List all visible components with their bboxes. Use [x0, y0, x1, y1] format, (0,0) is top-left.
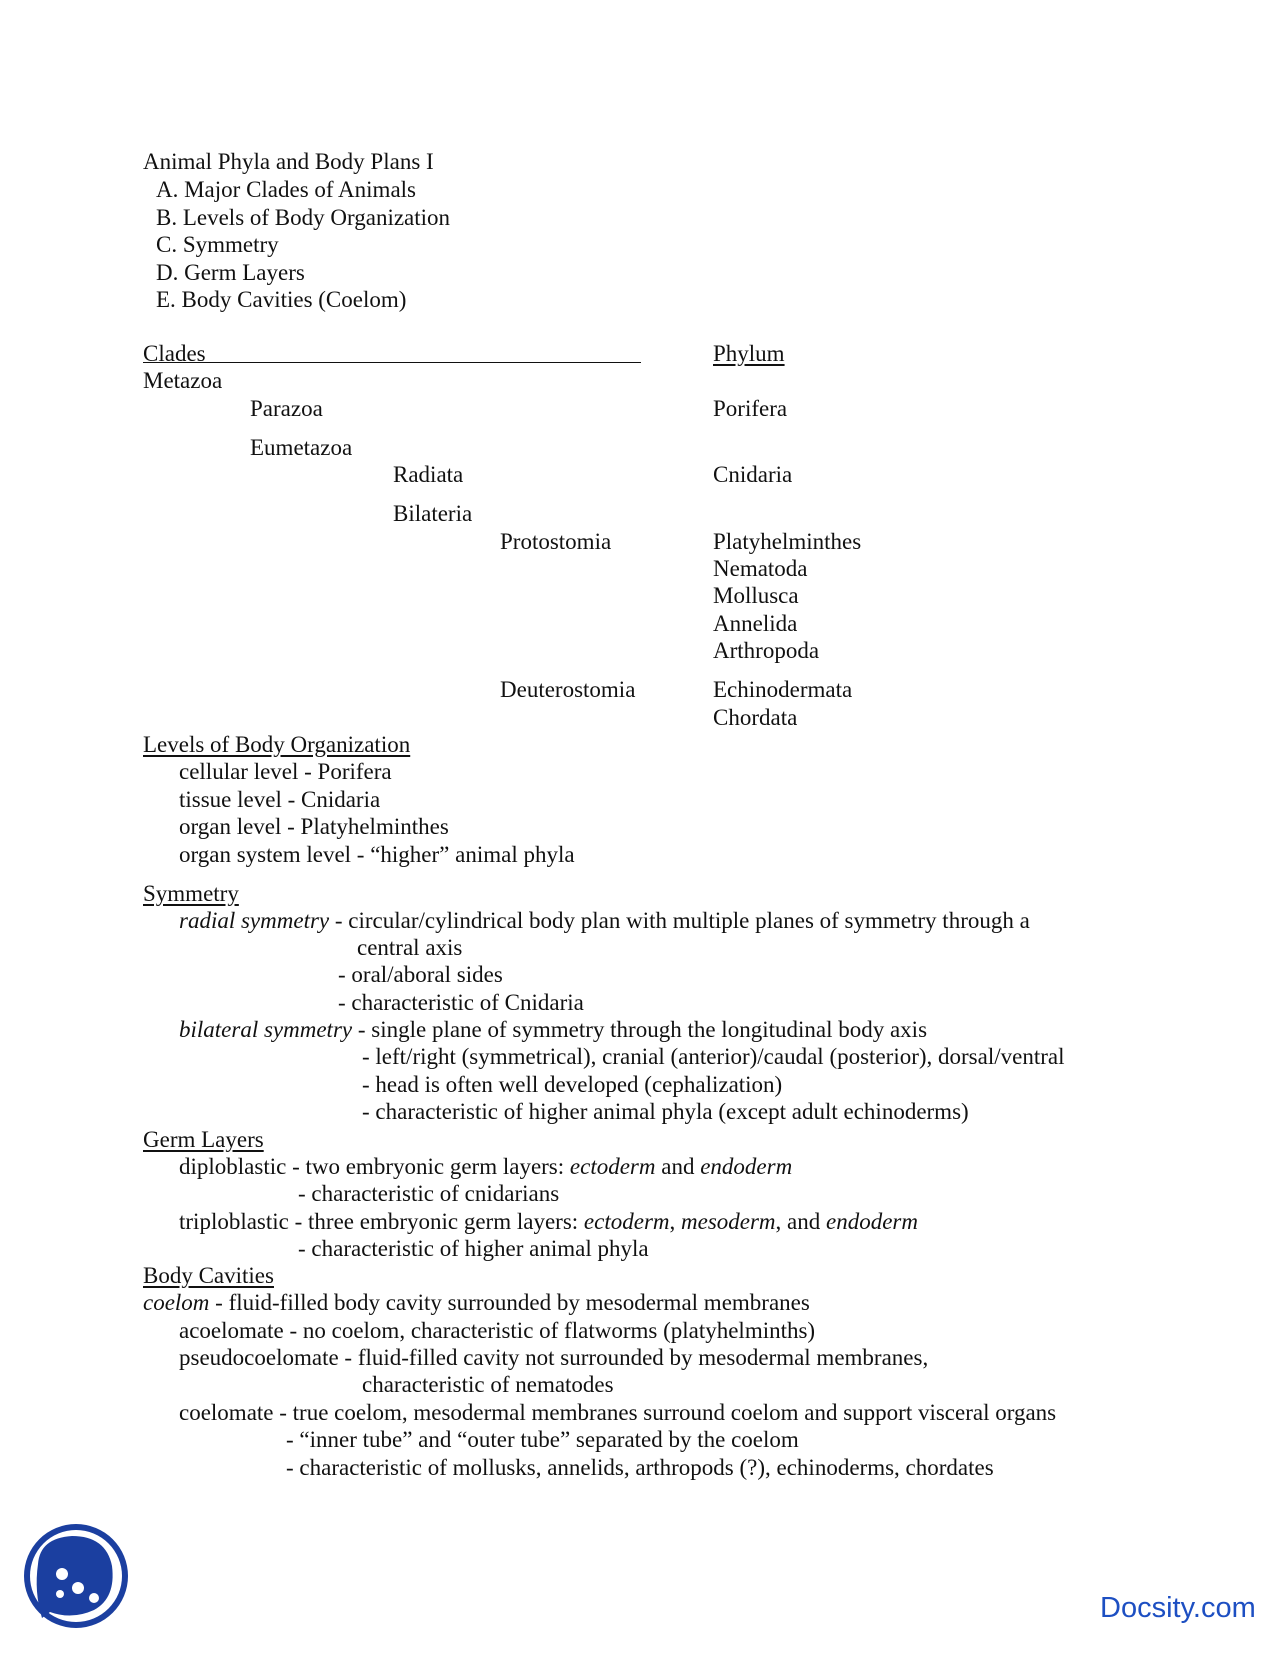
ectoderm-term: ectoderm: [569, 1154, 656, 1179]
phylum-item: Mollusca: [713, 583, 799, 608]
levels-item: organ level - Platyhelminthes: [179, 814, 449, 839]
outline-item: C. Symmetry: [156, 232, 279, 257]
triploblastic-note: - characteristic of higher animal phyla: [298, 1236, 649, 1261]
radial-definition-cont: central axis: [357, 935, 463, 960]
phylum-item: Arthropoda: [713, 638, 820, 663]
radial-definition: - circular/cylindrical body plan with multiple planes of symmetry through a: [329, 908, 1030, 933]
radial-term: radial symmetry: [179, 908, 330, 933]
symmetry-heading: Symmetry: [143, 881, 239, 906]
bilateral-note: - left/right (symmetrical), cranial (anterior)/caudal (posterior), dorsal/ventral: [362, 1044, 1065, 1069]
outline-item: D. Germ Layers: [156, 260, 305, 285]
bilateral-note: - head is often well developed (cephalization): [362, 1072, 783, 1097]
bilateral-definition: - single plane of symmetry through the longitudinal body axis: [352, 1017, 928, 1042]
document-title: Animal Phyla and Body Plans I: [143, 149, 434, 174]
clade-metazoa: Metazoa: [143, 368, 223, 393]
pseudocoelomate-cont: characteristic of nematodes: [362, 1372, 614, 1397]
pseudocoelomate-line: pseudocoelomate - fluid-filled cavity not surrounded by mesodermal membranes,: [179, 1345, 929, 1370]
body-cavities-heading: Body Cavities: [143, 1263, 274, 1288]
clade-parazoa: Parazoa: [250, 396, 323, 421]
levels-item: tissue level - Cnidaria: [179, 787, 381, 812]
clade-eumetazoa: Eumetazoa: [250, 435, 353, 460]
outline-item: A. Major Clades of Animals: [156, 177, 416, 202]
coelomate-note: - characteristic of mollusks, annelids, arthropods (?), echinoderms, chordates: [286, 1455, 994, 1480]
mesoderm-term: mesoderm: [681, 1209, 776, 1234]
clade-bilateria: Bilateria: [393, 501, 473, 526]
germ-layers-heading: Germ Layers: [143, 1127, 264, 1152]
docsity-logo-icon: [20, 1520, 132, 1632]
coelomate-note: - “inner tube” and “outer tube” separated by the coelom: [286, 1427, 799, 1452]
phylum-item: Chordata: [713, 705, 798, 730]
clade-radiata: Radiata: [393, 462, 464, 487]
outline-item: B. Levels of Body Organization: [156, 205, 451, 230]
bilateral-note: - characteristic of higher animal phyla (except adult echinoderms): [362, 1099, 969, 1124]
levels-item: cellular level - Porifera: [179, 759, 392, 784]
ectoderm-term: ectoderm: [583, 1209, 670, 1234]
docsity-brand-link[interactable]: Docsity.com: [1100, 1592, 1256, 1624]
phylum-item: Platyhelminthes: [713, 529, 862, 554]
phylum-item: Echinodermata: [713, 677, 853, 702]
radial-note: - characteristic of Cnidaria: [338, 990, 584, 1015]
bilateral-term: bilateral symmetry: [179, 1017, 353, 1042]
levels-heading: Levels of Body Organization: [143, 732, 411, 757]
phylum-item: Nematoda: [713, 556, 808, 581]
clade-deuterostomia: Deuterostomia: [500, 677, 636, 702]
acoelomate-line: acoelomate - no coelom, characteristic of flatworms (platyhelminths): [179, 1318, 816, 1343]
levels-item: organ system level - “higher” animal phyla: [179, 842, 575, 867]
coelomate-line: coelomate - true coelom, mesodermal membranes surround coelom and support visceral organs: [179, 1400, 1057, 1425]
radial-symmetry-line: [179, 909, 1030, 932]
diploblastic-note: - characteristic of cnidarians: [298, 1181, 560, 1206]
phylum-cnidaria: Cnidaria: [713, 462, 793, 487]
outline-item: E. Body Cavities (Coelom): [156, 287, 407, 312]
endoderm-term: endoderm: [826, 1209, 918, 1234]
coelom-definition-line: coelom - fluid-filled body cavity surrounded by mesodermal membranes: [143, 1290, 810, 1315]
clade-protostomia: Protostomia: [500, 529, 612, 554]
coelom-term: coelom: [143, 1290, 210, 1315]
phylum-porifera: Porifera: [713, 396, 788, 421]
bilateral-symmetry-line: [179, 1018, 927, 1041]
triploblastic-line: triploblastic - three embryonic germ layers: ectoderm, mesoderm, and endoderm: [179, 1209, 918, 1234]
endoderm-term: endoderm: [700, 1154, 793, 1179]
clades-header: Clades: [143, 341, 206, 366]
clades-header-rule: [143, 362, 641, 363]
radial-note: - oral/aboral sides: [338, 962, 503, 987]
phylum-header: Phylum: [713, 341, 785, 366]
diploblastic-line: diploblastic - two embryonic germ layers: ectoderm and endoderm: [179, 1154, 793, 1179]
phylum-item: Annelida: [713, 611, 798, 636]
